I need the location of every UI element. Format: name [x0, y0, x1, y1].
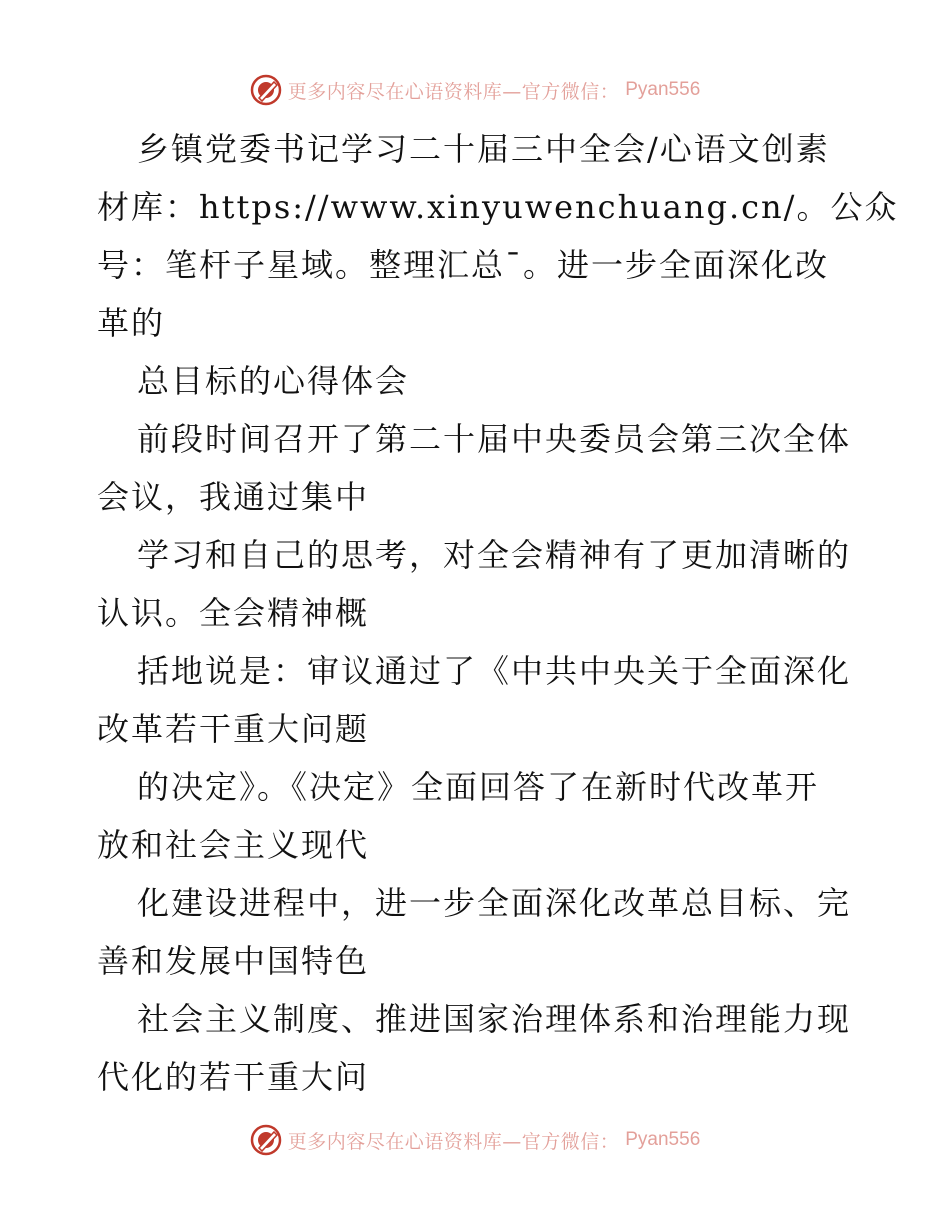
body-line: 学习和自己的思考，对全会精神有了更加清晰的 — [137, 536, 852, 574]
body-line: 号：笔杆子星域。整理汇总¯。进一步全面深化改 — [97, 246, 830, 284]
body-line: 革的 — [97, 304, 166, 342]
body-line: 前段时间召开了第二十届中央委员会第三次全体 — [137, 420, 852, 458]
banner-text: 更多内容尽在心语资料库—官方微信： — [287, 80, 620, 103]
body-line: 材库：https://www.xinyuwenchuang.cn/。公众 — [97, 188, 899, 226]
body-line: 会议，我通过集中 — [97, 478, 370, 516]
body-line: 的决定》。《决定》全面回答了在新时代改革开 — [137, 768, 820, 806]
banner-wechat-id: Pyan556 — [625, 79, 701, 100]
body-line: 善和发展中国特色 — [97, 942, 370, 980]
banner-text: 更多内容尽在心语资料库—官方微信： — [287, 1130, 620, 1153]
body-line: 放和社会主义现代 — [97, 826, 370, 864]
pen-logo-icon — [250, 74, 282, 106]
pen-logo-icon — [250, 1124, 282, 1156]
body-line: 括地说是：审议通过了《中共中央关于全面深化 — [137, 652, 852, 690]
document-body — [97, 120, 899, 1106]
body-line: 改革若干重大问题 — [97, 710, 370, 748]
banner-wechat-id: Pyan556 — [625, 1129, 701, 1150]
body-line: 认识。全会精神概 — [97, 594, 370, 632]
body-line: 社会主义制度、推进国家治理体系和治理能力现 — [137, 1000, 852, 1038]
body-line: 总目标的心得体会 — [137, 362, 410, 400]
footer-banner — [0, 1120, 950, 1160]
body-line: 代化的若干重大问 — [97, 1058, 370, 1096]
header-banner — [0, 70, 950, 110]
body-line: 化建设进程中，进一步全面深化改革总目标、完 — [137, 884, 852, 922]
body-line: 乡镇党委书记学习二十届三中全会/心语文创素 — [137, 130, 830, 168]
